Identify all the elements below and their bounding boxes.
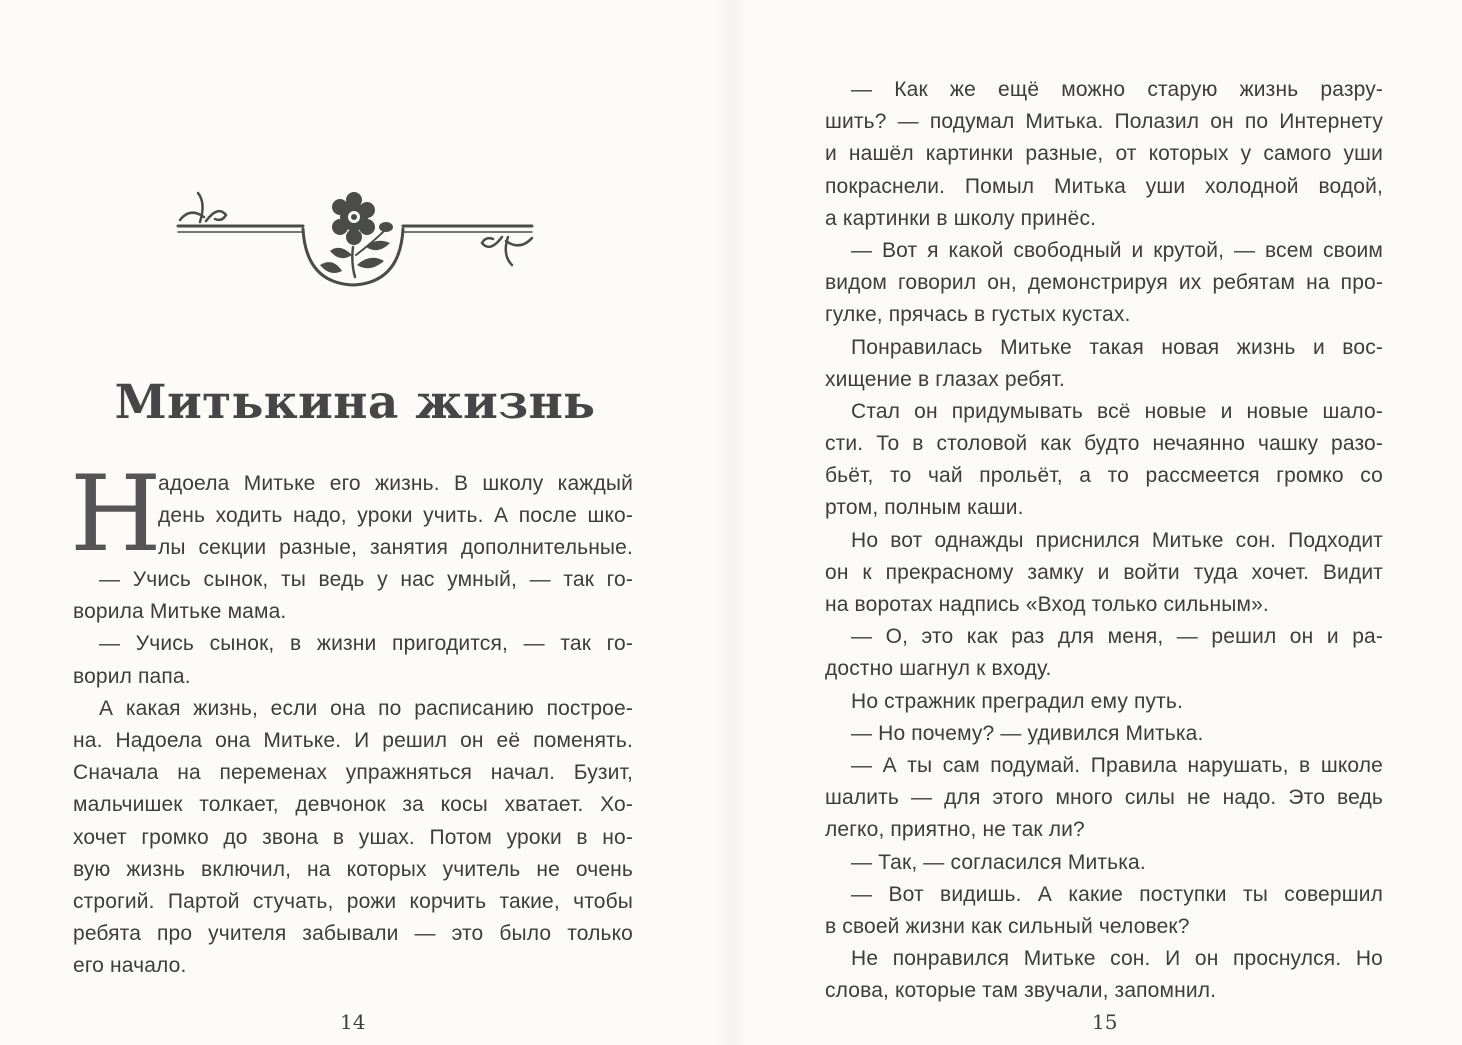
text-line: Понравилась Митьке такая новая жизнь и вос-	[851, 335, 1383, 359]
text-line: в своей жизни как сильный человек?	[825, 914, 1190, 938]
text-line: Сначала на переменах упражняться начал. Бузит,	[73, 761, 633, 785]
text-line: — Учись сынок, ты ведь у нас умный, — так го-	[99, 568, 633, 591]
text-line: хочет громко до звона в ушах. Потом уроки в но-	[73, 825, 633, 849]
text-line: бьёт, то чай прольёт, а то рассмеется громко со	[825, 464, 1383, 488]
text-line: легко, приятно, не так ли?	[825, 818, 1085, 842]
text-line: лы секции разные, занятия дополнительные.	[158, 536, 633, 560]
text-line: Не понравился Митьке сон. И он проснулся. Но	[851, 947, 1383, 971]
first-paragraph	[158, 468, 633, 565]
text-line: — Так, — согласился Митька.	[851, 850, 1146, 874]
text-line: достно шагнул к входу.	[825, 657, 1052, 681]
book-gutter	[716, 0, 746, 1045]
text-line: — О, это как раз для меня, — решил он и ра-	[851, 625, 1383, 649]
text-line: сти. То в столовой как будто нечаянно чашку разо-	[825, 432, 1383, 456]
text-line: А какая жизнь, если она по расписанию построе-	[99, 696, 633, 720]
text-line: — Но почему? — удивился Митька.	[851, 721, 1204, 745]
text-line: адоела Митьке его жизнь. В школу каждый	[158, 472, 633, 495]
page-number-left: 14	[340, 1010, 366, 1034]
text-line: — А ты сам подумай. Правила нарушать, в школе	[851, 753, 1383, 777]
text-line: вую жизнь включил, на которых учитель не очень	[73, 857, 633, 881]
text-line: хищение в глазах ребят.	[825, 367, 1065, 391]
text-line: видом говорил он, демонстрируя их ребятам на про-	[825, 271, 1383, 295]
text-line: строгий. Партой стучать, рожи корчить такие, чтобы	[73, 889, 633, 913]
page-number-right: 15	[1092, 1010, 1118, 1034]
text-line: — Вот видишь. А какие поступки ты совершил	[851, 882, 1383, 906]
text-line: ртом, полным каши.	[825, 496, 1024, 520]
text-line: — Вот я какой свободный и крутой, — всем своим	[851, 238, 1383, 262]
text-line: он к прекрасному замку и войти туда хочет. Видит	[825, 560, 1383, 584]
text-line: покраснели. Помыл Митька уши холодной водой,	[825, 174, 1383, 198]
floral-vignette-icon	[170, 185, 540, 295]
text-line: на воротах надпись «Вход только сильным».	[825, 593, 1269, 616]
text-line: мальчишек толкает, девчонок за косы хватает. Хо-	[73, 793, 633, 817]
text-line: Но стражник преградил ему путь.	[851, 689, 1183, 713]
left-page-text	[73, 564, 633, 982]
text-line: гулке, прячась в густых кустах.	[825, 303, 1131, 327]
text-line: — Как же ещё можно старую жизнь разру-	[851, 78, 1383, 101]
text-line: Стал он придумывать всё новые и новые шало-	[851, 399, 1383, 423]
text-line: на. Надоела она Митьке. И решил он её поменять.	[73, 728, 633, 752]
text-line: ребята про учителя забывали — это было только	[73, 922, 633, 946]
text-line: ворил папа.	[73, 664, 191, 688]
text-line: шалить — для этого много силы не надо. Это ведь	[825, 786, 1383, 810]
drop-cap: Н	[70, 453, 162, 575]
text-line: — Учись сынок, в жизни пригодится, — так го-	[99, 632, 633, 656]
text-line: его начало.	[73, 954, 187, 978]
text-line: а картинки в школу принёс.	[825, 206, 1097, 230]
text-line: ворила Митьке мама.	[73, 600, 287, 624]
text-line: день ходить надо, уроки учить. А после шко-	[158, 504, 633, 528]
text-line: и нашёл картинки разные, от которых у самого уши	[825, 142, 1383, 166]
text-line: слова, которые там звучали, запомнил.	[825, 979, 1217, 1003]
text-line: Но вот однажды приснился Митьке сон. Подходит	[851, 528, 1383, 552]
right-page-text	[825, 74, 1383, 1007]
text-line: шить? — подумал Митька. Полазил он по Интернету	[825, 110, 1383, 134]
chapter-title: Митькина жизнь	[114, 375, 596, 430]
